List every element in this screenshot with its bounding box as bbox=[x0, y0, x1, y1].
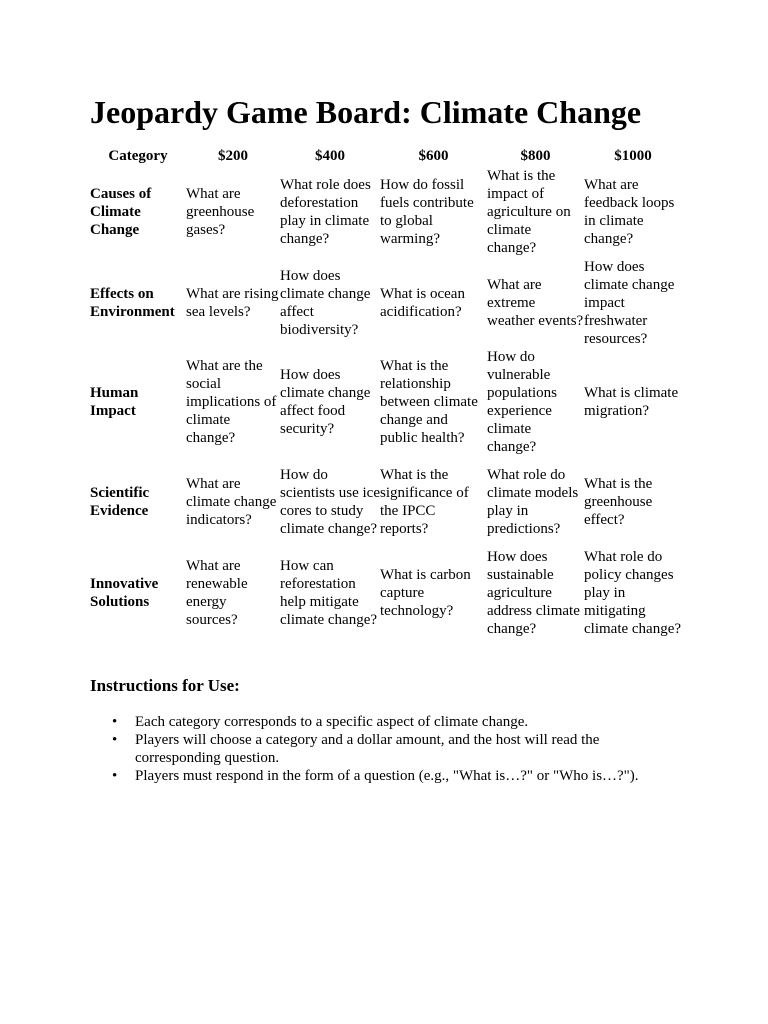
table-row bbox=[90, 456, 682, 547]
instructions-heading: Instructions for Use: bbox=[90, 676, 240, 695]
category-cell: Scientific Evidence bbox=[90, 484, 150, 519]
list-item-text: Each category corresponds to a specific aspect of climate change. bbox=[135, 714, 529, 730]
bullet-icon: • bbox=[112, 768, 118, 784]
question-cell: What are greenhouse gases? bbox=[186, 185, 255, 238]
instructions-list bbox=[90, 713, 675, 785]
question-cell: How does climate change affect biodiversity? bbox=[280, 267, 371, 338]
question-cell: What are climate change indicators? bbox=[186, 475, 277, 528]
question-cell: What is the impact of agriculture on climate change? bbox=[487, 167, 571, 256]
page-title: Jeopardy Game Board: Climate Change bbox=[90, 94, 642, 130]
question-cell: How do fossil fuels contribute to global warming? bbox=[380, 176, 474, 247]
question-cell: What is carbon capture technology? bbox=[380, 566, 471, 619]
jeopardy-board-table bbox=[90, 146, 682, 638]
question-cell: What role does deforestation play in climate change? bbox=[280, 176, 371, 247]
question-cell: What are renewable energy sources? bbox=[186, 557, 248, 628]
table-header-row bbox=[90, 146, 682, 166]
question-cell: What is ocean acidification? bbox=[380, 285, 465, 320]
table-row bbox=[90, 166, 682, 257]
header-category: Category bbox=[108, 148, 168, 164]
table-row bbox=[90, 348, 682, 456]
question-cell: How do vulnerable populations experience climate change? bbox=[487, 349, 557, 455]
question-cell: What is the significance of the IPCC reports? bbox=[380, 466, 469, 537]
bullet-icon: • bbox=[112, 732, 118, 748]
header-200: $200 bbox=[218, 148, 248, 164]
question-cell: What are rising sea levels? bbox=[186, 285, 279, 320]
list-item bbox=[112, 767, 675, 785]
question-cell: What role do climate models play in predictions? bbox=[487, 466, 579, 537]
question-cell: What is climate migration? bbox=[584, 385, 679, 419]
question-cell: How does sustainable agriculture address climate change? bbox=[487, 548, 580, 637]
category-cell: Human Impact bbox=[90, 385, 139, 419]
question-cell: What are extreme weather events? bbox=[487, 276, 584, 329]
list-item bbox=[112, 731, 675, 767]
header-400: $400 bbox=[315, 148, 345, 164]
question-cell: What role do policy changes play in mitigating climate change? bbox=[584, 548, 682, 637]
header-800: $800 bbox=[520, 148, 551, 164]
table-row bbox=[90, 257, 682, 348]
table-row bbox=[90, 547, 682, 638]
question-cell: What are the social implications of climate change? bbox=[186, 358, 277, 446]
question-cell: How do scientists use ice cores to study climate change? bbox=[280, 466, 380, 537]
category-cell: Effects on Environment bbox=[90, 285, 175, 320]
category-cell: Innovative Solutions bbox=[90, 575, 159, 610]
bullet-icon: • bbox=[112, 714, 118, 730]
question-cell: What is the greenhouse effect? bbox=[584, 475, 653, 528]
question-cell: What is the relationship between climate change and public health? bbox=[380, 358, 478, 446]
list-item-text: Players will choose a category and a dollar amount, and the host will read the corresponding question. bbox=[135, 732, 600, 766]
question-cell: What are feedback loops in climate change? bbox=[584, 176, 675, 247]
header-1000: $1000 bbox=[614, 148, 652, 164]
category-cell: Causes of Climate Change bbox=[90, 185, 152, 238]
header-600: $600 bbox=[418, 148, 449, 164]
question-cell: How does climate change affect food security? bbox=[280, 367, 371, 437]
list-item-text: Players must respond in the form of a question (e.g., "What is…?" or "Who is…?"). bbox=[135, 768, 639, 784]
question-cell: How can reforestation help mitigate climate change? bbox=[280, 557, 378, 628]
list-item bbox=[112, 713, 675, 731]
question-cell: How does climate change impact freshwater resources? bbox=[584, 258, 675, 347]
